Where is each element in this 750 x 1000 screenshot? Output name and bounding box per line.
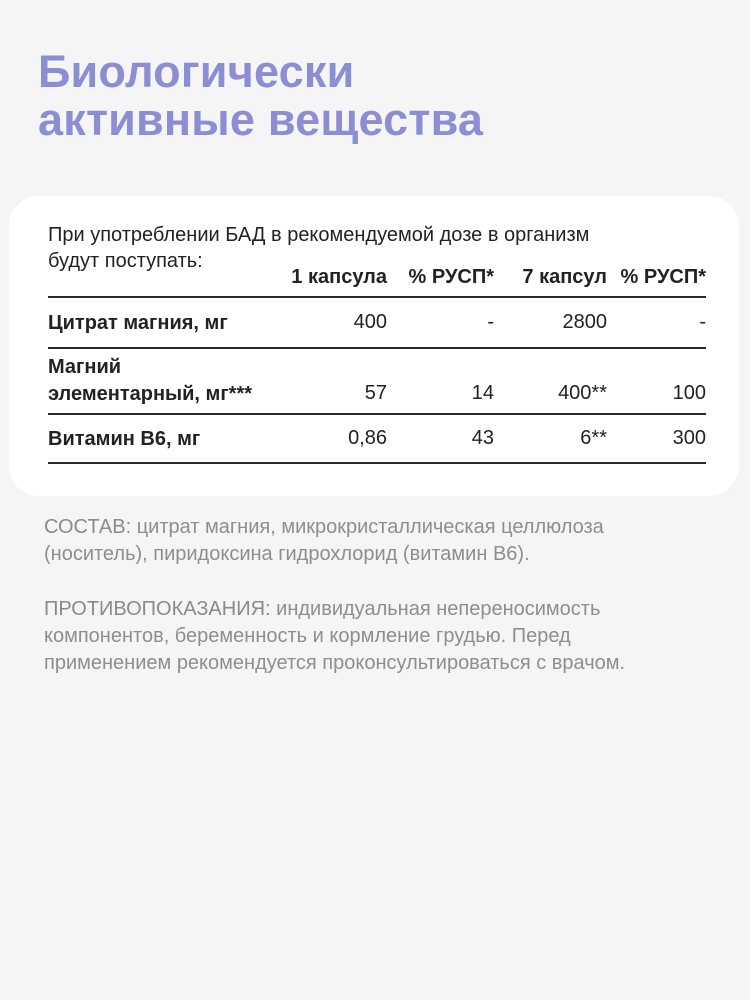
row1-value-1-capsule: 400 [353, 311, 387, 333]
row3-value-7-capsules: 6** [580, 427, 607, 449]
intro-line-1: При употреблении БАД в рекомендуемой дозе в организм [48, 224, 590, 246]
table-rule-top [48, 296, 706, 298]
row2-value-rusp-7: 100 [672, 382, 706, 404]
row3-value-rusp-1: 43 [471, 427, 494, 449]
table-rule-2 [48, 413, 706, 415]
header-rusp-1: % РУСП* [408, 266, 494, 288]
row3-value-1-capsule: 0,86 [348, 427, 387, 449]
row-label-magnesium-citrate: Цитрат магния, мг [48, 312, 228, 334]
row-label-vitamin-b6: Витамин В6, мг [48, 428, 201, 450]
header-1-capsule: 1 капсула [291, 266, 387, 288]
header-rusp-7: % РУСП* [620, 266, 706, 288]
row1-value-rusp-1: - [487, 311, 494, 333]
contraindications-paragraph [44, 596, 734, 677]
row3-value-rusp-7: 300 [672, 427, 706, 449]
page-title-line-2: активные вещества [38, 94, 484, 145]
page-title [38, 48, 483, 144]
contraindications-line-2: компонентов, беременность и кормление грудью. Перед [44, 625, 571, 647]
table-rule-bottom [48, 462, 706, 464]
row1-value-7-capsules: 2800 [562, 311, 607, 333]
row2-value-rusp-1: 14 [471, 382, 494, 404]
row2-value-1-capsule: 57 [364, 382, 387, 404]
contraindications-lead: ПРОТИВОПОКАЗАНИЯ: [44, 598, 271, 620]
row-label-elemental-magnesium [48, 354, 252, 408]
row1-value-rusp-7: - [699, 311, 706, 333]
page-title-line-1: Биологически [38, 46, 355, 97]
composition-line-2: (носитель), пиридоксина гидрохлорид (витамин В6). [44, 543, 530, 565]
header-7-capsules: 7 капсул [522, 266, 607, 288]
row2-label-line-2: элементарный, мг*** [48, 383, 253, 405]
composition-paragraph [44, 514, 734, 568]
row2-value-7-capsules: 400** [558, 382, 607, 404]
composition-lead: СОСТАВ: [44, 516, 132, 538]
intro-line-2: будут поступать: [48, 250, 203, 272]
composition-line-1: цитрат магния, микрокристаллическая целлюлоза [131, 516, 604, 538]
contraindications-line-3: применением рекомендуется проконсультироваться с врачом. [44, 652, 626, 674]
table-rule-1 [48, 347, 706, 349]
row2-label-line-1: Магний [48, 356, 122, 378]
contraindications-line-1: индивидуальная непереносимость [270, 598, 601, 620]
